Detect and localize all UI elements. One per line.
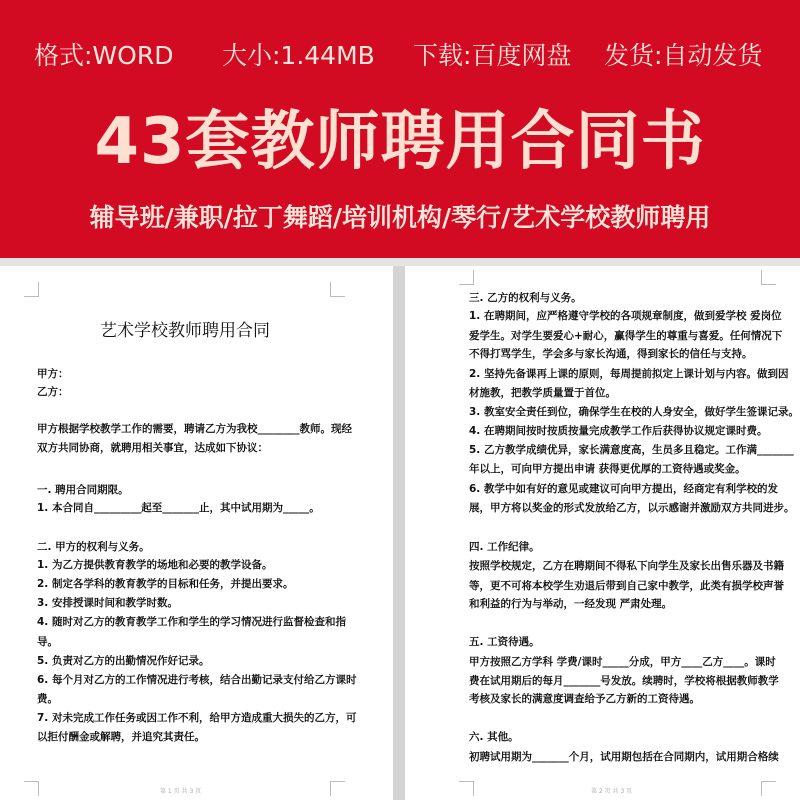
doc-line: 材施教，把教学质量置于首位。 <box>469 387 616 399</box>
doc-line: 2. 制定各学科的教育教学的目标和任务，并提出要求。 <box>37 578 294 590</box>
format-info: 格式:WORD <box>34 41 174 70</box>
doc-heading: 一. 聘用合同期限。 <box>37 484 129 496</box>
document-page-1 <box>0 266 393 800</box>
page-footer: 第 2 页 共 3 页 <box>591 788 633 795</box>
product-banner <box>0 0 800 258</box>
doc-line: 爱学生。对学生要爱心+耐心，赢得学生的尊重与喜爱。任何情况下 <box>469 330 783 342</box>
doc-line: 5. 负责对乙方的出勤情况作好记录。 <box>37 655 210 667</box>
doc-line: 2. 坚持先备课再上课的原则，每周提前拟定上课计划与内容。做到因 <box>469 368 789 380</box>
doc-line: 乙方： <box>37 386 69 398</box>
doc-line: 7. 对未完成工作任务或因工作不利，给甲方造成重大损失的乙方，可 <box>37 712 357 724</box>
doc-line: 初聘试用期为_______个月，试用期包括在合同期内，试用期合格续 <box>469 751 779 763</box>
doc-line: 以拒付酬金或解聘，并追究其责任。 <box>37 731 205 743</box>
doc-line: 年以上，可向甲方提出申请 获得更优厚的工资待遇或奖金。 <box>469 463 746 475</box>
doc-line: 双方共同协商，就聘用相关事宜，达成如下协议： <box>37 442 268 454</box>
doc-heading: 五. 工资待遇。 <box>469 636 540 648</box>
doc-heading: 二. 甲方的权利与义务。 <box>37 541 150 553</box>
doc-line: 3. 安排授课时间和教学时数。 <box>37 597 178 609</box>
doc-line: 展，甲方将以奖金的形式发放给乙方，以示感谢并激励双方共同进步。 <box>469 502 795 514</box>
page-corner-mark <box>330 781 345 796</box>
doc-line: 4. 随时对乙方的教育教学工作和学生的学习情况进行监督检查和指 <box>37 616 346 628</box>
doc-line: 考核及家长的满意度调查给予乙方新的工资待遇。 <box>469 693 700 705</box>
doc-heading: 三. 乙方的权利与义务。 <box>469 292 582 304</box>
doc-line: 4. 在聘期间按时按质按量完成教学工作后获得协议规定课时费。 <box>469 425 768 437</box>
page-corner-mark <box>761 781 776 796</box>
delivery-info: 发货:自动发货 <box>604 41 763 70</box>
doc-line: 1. 本合同自_________起至_______止，其中试用期为_____。 <box>37 502 320 514</box>
doc-line: 不得打骂学生，学会多与家长沟通，得到家长的信任与支持。 <box>469 348 753 360</box>
page-separator <box>393 266 405 800</box>
page-footer: 第 1 页 共 3 页 <box>160 788 202 795</box>
doc-line: 按照学校规定，乙方在聘期间不得私下向学生及家长出售乐器及书籍 <box>469 560 784 572</box>
doc-line: 3. 教室安全责任到位，确保学生在校的人身安全，做好学生签课记录。 <box>469 406 799 418</box>
doc-line: 6. 教学中如有好的意见或建议可向甲方提出，经商定有利学校的发 <box>469 483 778 495</box>
page-corner-mark <box>24 282 39 297</box>
document-page-2 <box>405 266 800 800</box>
size-info: 大小:1.44MB <box>222 41 375 70</box>
doc-line: 甲方根据学校教学工作的需要，聘请乙方为我校________教师。现经 <box>37 423 352 435</box>
page-corner-mark <box>24 781 39 796</box>
page-corner-mark <box>330 282 345 297</box>
download-info: 下载:百度网盘 <box>413 41 572 70</box>
doc-line: 5. 乙方教学成绩优异，家长满意度高，生员多且稳定。工作满_______ <box>469 444 794 456</box>
doc-line: 甲方： <box>37 368 69 380</box>
product-subtitle: 辅导班/兼职/拉丁舞蹈/培训机构/琴行/艺术学校教师聘用 <box>89 203 711 232</box>
doc-line: 1. 为乙方提供教育教学的场地和必要的教学设备。 <box>37 559 273 571</box>
doc-line: 和利益的行为与举动，一经发现 严肃处理。 <box>469 598 673 610</box>
doc-line: 费在试用期后的每月_______号发放。续聘时，学校将根据教师教学 <box>469 675 779 687</box>
doc-line: 等，更不可将本校学生劝退后带到自己家中教学，此类有损学校声誉 <box>469 580 784 592</box>
page-corner-mark <box>459 781 474 796</box>
doc-line: 甲方按照乙方学科 学费/课时_____分成，甲方____乙方____。课时 <box>469 656 776 668</box>
doc-line: 6. 每个月对乙方的工作情况进行考核，结合出勤记录支付给乙方课时 <box>37 674 357 686</box>
page-corner-mark <box>761 270 776 285</box>
doc-line: 费。 <box>37 693 58 705</box>
doc-line: 导。 <box>37 636 58 648</box>
product-title: 43套教师聘用合同书 <box>94 105 706 179</box>
doc-heading: 六. 其他。 <box>469 731 519 743</box>
document-title: 艺术学校教师聘用合同 <box>100 321 270 341</box>
page-corner-mark <box>459 270 474 285</box>
doc-heading: 四. 工作纪律。 <box>469 541 540 553</box>
doc-line: 1. 在聘期间，应严格遵守学校的各项规章制度，做到爱学校 爱岗位 <box>469 310 782 322</box>
